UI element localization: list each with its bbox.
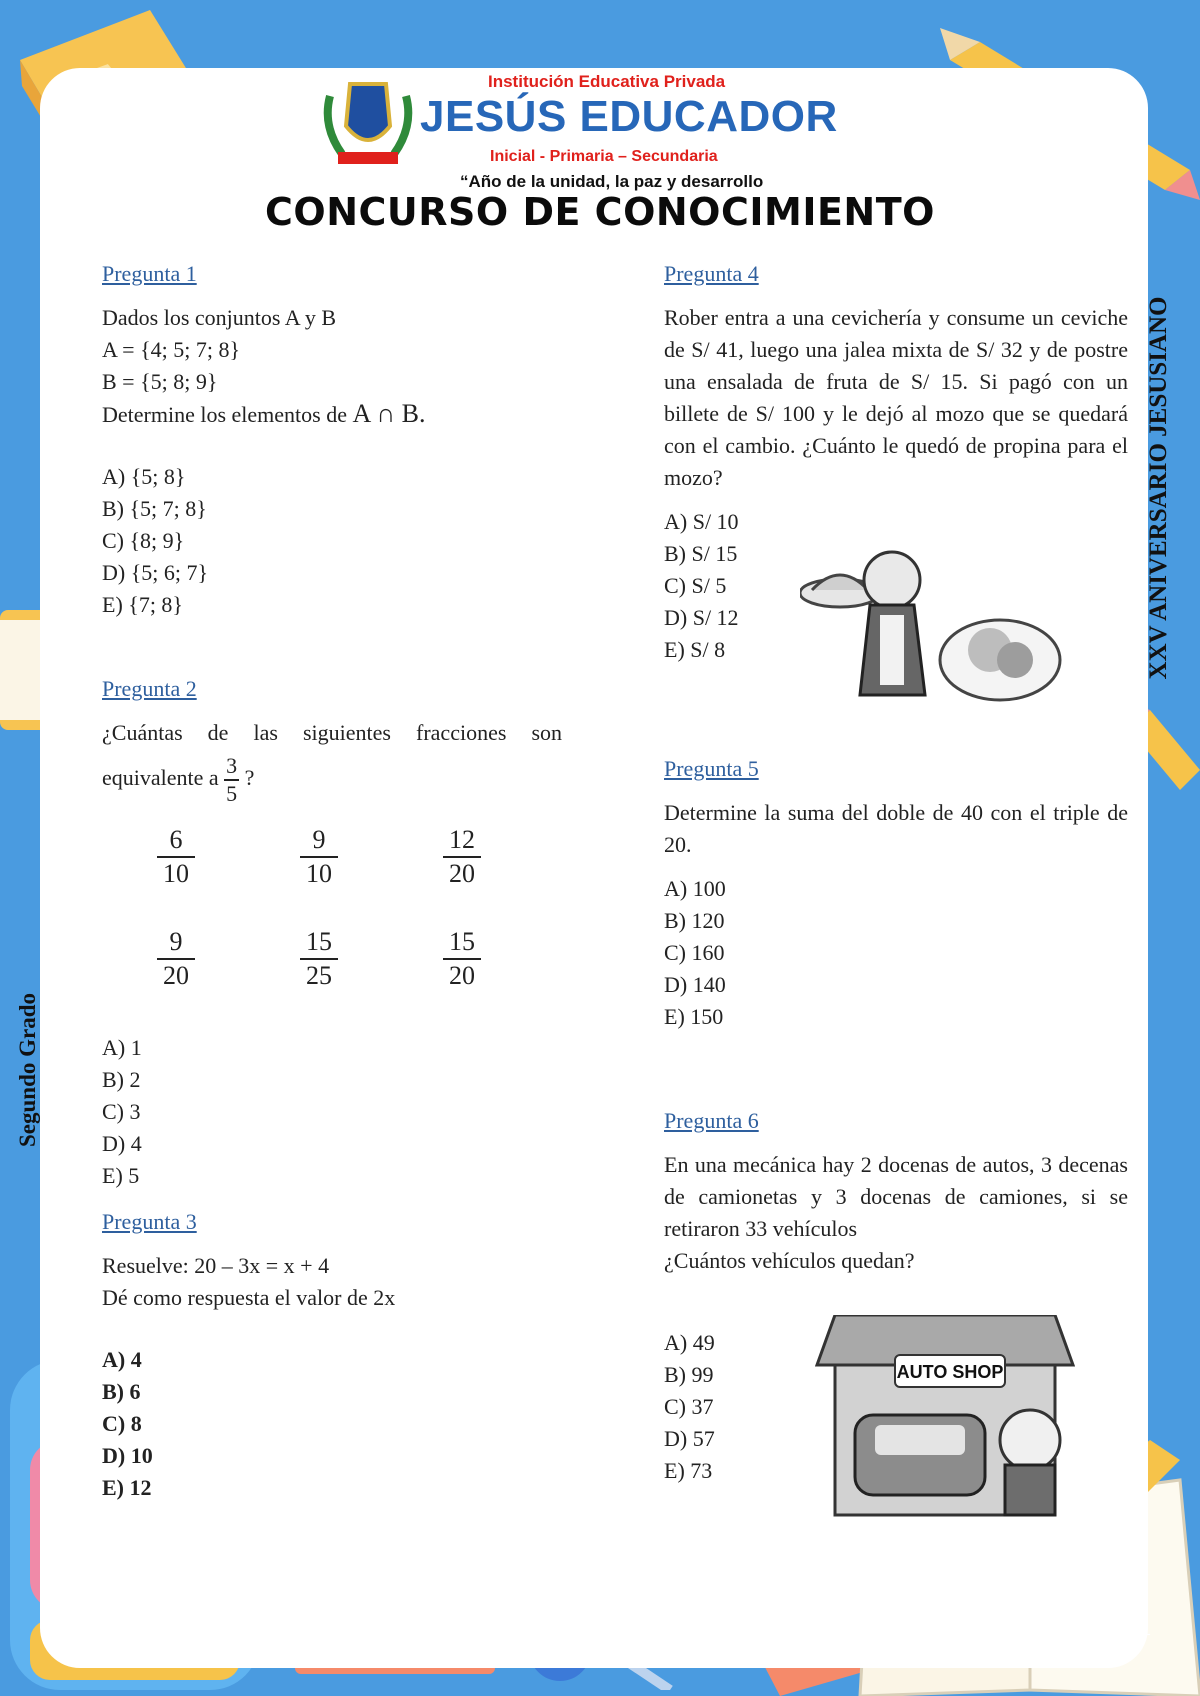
option: B) 120 (664, 908, 725, 933)
set-intersection-expression: A ∩ B. (352, 399, 426, 428)
question-3 (102, 1206, 562, 1504)
fraction (279, 926, 359, 992)
question-1-ask-text: Determine los elementos de (102, 402, 347, 427)
fraction-denominator: 10 (163, 859, 189, 888)
option: A) 1 (102, 1035, 142, 1060)
fraction (136, 824, 216, 890)
question-2 (102, 673, 562, 807)
question-5 (664, 753, 1128, 1033)
question-3-heading: Pregunta 3 (102, 1209, 197, 1234)
auto-shop-illustration (815, 1315, 1075, 1520)
question-2-text-2: equivalente a (102, 765, 219, 791)
fraction-numerator: 6 (157, 824, 195, 858)
option: A) 49 (664, 1330, 715, 1355)
option: A) {5; 8} (102, 464, 186, 489)
fraction-numerator: 15 (300, 926, 338, 960)
question-5-text: Determine la suma del doble de 40 con el triple de 20. (664, 800, 1128, 857)
option: E) 12 (102, 1475, 152, 1500)
page-number: 1 (1142, 1622, 1151, 1639)
fraction-grid (136, 824, 516, 1004)
fraction-numerator: 3 (224, 753, 239, 781)
question-1-heading: Pregunta 1 (102, 261, 197, 286)
option: C) {8; 9} (102, 528, 185, 553)
option: B) S/ 15 (664, 541, 738, 566)
fraction-denominator: 5 (226, 781, 238, 806)
question-2-text: ¿Cuántas de las siguientes fracciones son (102, 720, 562, 745)
grade-label: Segundo Grado (15, 992, 40, 1148)
fraction (422, 824, 502, 890)
fraction (279, 824, 359, 890)
question-5-heading: Pregunta 5 (664, 756, 759, 781)
fraction (136, 926, 216, 992)
education-levels: Inicial - Primaria – Secundaria (490, 148, 718, 165)
option: B) 6 (102, 1379, 141, 1404)
option: D) 140 (664, 972, 726, 997)
option: D) 57 (664, 1426, 715, 1451)
option: B) 2 (102, 1067, 141, 1092)
option: E) 5 (102, 1163, 140, 1188)
contest-title: CONCURSO DE CONOCIMIENTO (265, 190, 935, 234)
fraction-numerator: 15 (443, 926, 481, 960)
question-3-line: Resuelve: 20 – 3x = x + 4 (102, 1253, 330, 1278)
option: D) S/ 12 (664, 605, 739, 630)
question-4-text: Rober entra a una cevichería y consume un ceviche de S/ 41, luego una jalea mixta de S/ 32 y de postre una ensalada de fruta de S/ 15. Si pagó con un billete de S/ 100 y le dejó al mozo que se quedará con el cambio. ¿Cuánto le quedó de propina para el mozo? (664, 305, 1128, 490)
option: D) 4 (102, 1131, 142, 1156)
option: E) 73 (664, 1458, 713, 1483)
option: A) 4 (102, 1347, 142, 1372)
question-1-ask (102, 398, 562, 431)
option: B) {5; 7; 8} (102, 496, 207, 521)
shop-sign: AUTO SHOP (896, 1362, 1004, 1382)
fraction-denominator: 10 (306, 859, 332, 888)
option: C) 8 (102, 1411, 142, 1436)
question-2-heading: Pregunta 2 (102, 676, 197, 701)
question-6-text: En una mecánica hay 2 docenas de autos, 3 decenas de camionetas y 3 docenas de camiones, si se retiraron 33 vehículos (664, 1152, 1128, 1241)
question-2-text-line2 (102, 753, 562, 807)
option: E) {7; 8} (102, 592, 183, 617)
institution-type: Institución Educativa Privada (488, 72, 726, 91)
question-mark: ? (244, 765, 255, 791)
option: B) 99 (664, 1362, 714, 1387)
school-crest-logo (320, 76, 416, 168)
fraction (422, 926, 502, 992)
school-header (320, 72, 840, 191)
option: C) S/ 5 (664, 573, 727, 598)
fraction-denominator: 20 (449, 961, 475, 990)
fraction-numerator: 12 (443, 824, 481, 858)
question-2-options (102, 1032, 562, 1192)
question-1-line: B = {5; 8; 9} (102, 369, 218, 394)
option: C) 37 (664, 1394, 714, 1419)
year-motto: “Año de la unidad, la paz y desarrollo (460, 172, 764, 191)
question-3-line: Dé como respuesta el valor de 2x (102, 1285, 396, 1310)
fraction-numerator: 9 (300, 824, 338, 858)
school-name: JESÚS EDUCADOR (420, 92, 838, 141)
option: A) S/ 10 (664, 509, 739, 534)
fraction-denominator: 20 (449, 859, 475, 888)
option: D) {5; 6; 7} (102, 560, 209, 585)
option: C) 160 (664, 940, 725, 965)
option: E) 150 (664, 1004, 724, 1029)
fraction-numerator: 9 (157, 926, 195, 960)
question-6-text-2: ¿Cuántos vehículos quedan? (664, 1248, 915, 1273)
question-1-line: A = {4; 5; 7; 8} (102, 337, 241, 362)
question-1-line: Dados los conjuntos A y B (102, 305, 337, 330)
waiter-illustration (800, 545, 1065, 705)
option: C) 3 (102, 1099, 141, 1124)
fraction-denominator: 20 (163, 961, 189, 990)
anniversary-label: XXV ANIVERSARIO JESUSIANO (1145, 296, 1172, 680)
option: D) 10 (102, 1443, 153, 1468)
question-4-heading: Pregunta 4 (664, 261, 759, 286)
question-6-heading: Pregunta 6 (664, 1108, 759, 1133)
fraction-denominator: 25 (306, 961, 332, 990)
question-1 (102, 258, 562, 621)
option: A) 100 (664, 876, 726, 901)
target-fraction (224, 753, 239, 807)
option: E) S/ 8 (664, 637, 726, 662)
